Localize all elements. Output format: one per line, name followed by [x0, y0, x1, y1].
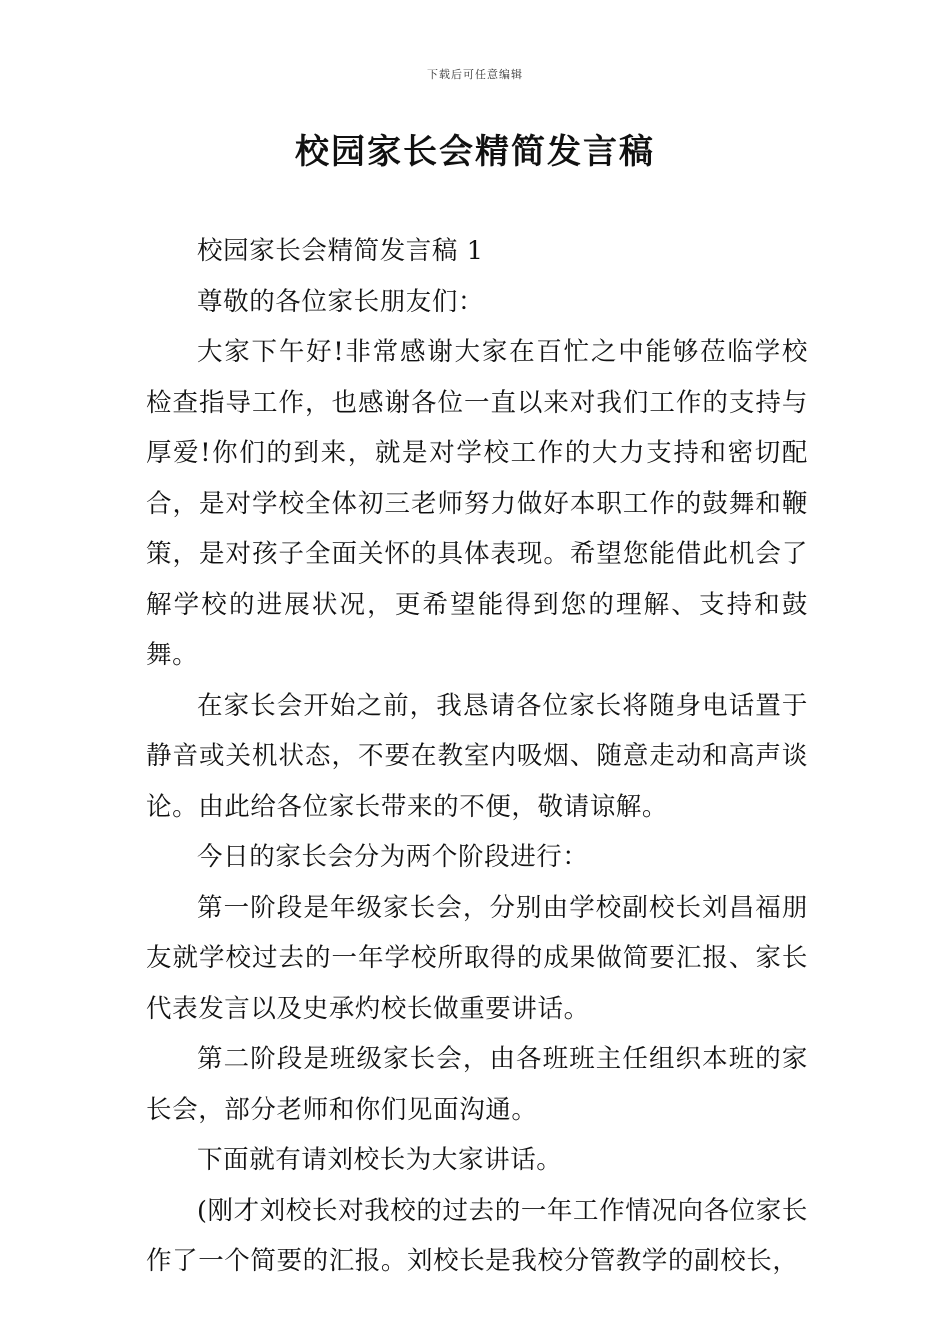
paragraph: 下面就有请刘校长为大家讲话。: [197, 1145, 563, 1175]
paragraph-subtitle: 校园家长会精简发言稿 1: [197, 236, 484, 266]
document-title: 校园家长会精简发言稿: [295, 132, 655, 172]
paragraph: 第二阶段是班级家长会，由各班班主任组织本班的家长会，部分老师和你们见面沟通。: [146, 1044, 808, 1125]
paragraph: 第一阶段是年级家长会，分别由学校副校长刘昌福朋友就学校过去的一年学校所取得的成果做简要汇报、家长代表发言以及史承灼校长做重要讲话。: [146, 892, 808, 1024]
paragraph: (刚才刘校长对我校的过去的一年工作情况向各位家长作了一个简要的汇报。刘校长是我校分管教学的副校长，: [146, 1195, 808, 1276]
paragraph-salutation: 尊敬的各位家长朋友们：: [197, 286, 485, 317]
header-note: 下载后可任意编辑: [427, 68, 523, 81]
document-body: [146, 226, 808, 1287]
paragraph: 今日的家长会分为两个阶段进行：: [197, 842, 589, 872]
paragraph: 在家长会开始之前，我恳请各位家长将随身电话置于静音或关机状态，不要在教室内吸烟、随意走动和高声谈论。由此给各位家长带来的不便，敬请谅解。: [146, 690, 808, 822]
paragraph: 大家下午好!非常感谢大家在百忙之中能够莅临学校检查指导工作，也感谢各位一直以来对我们工作的支持与厚爱!你们的到来，就是对学校工作的大力支持和密切配合，是对学校全体初三老师努力做好本职工作的鼓舞和鞭策，是对孩子全面关怀的具体表现。希望您能借此机会了解学校的进展状况，更希望能得到您的理解、支持和鼓舞。: [146, 337, 808, 670]
